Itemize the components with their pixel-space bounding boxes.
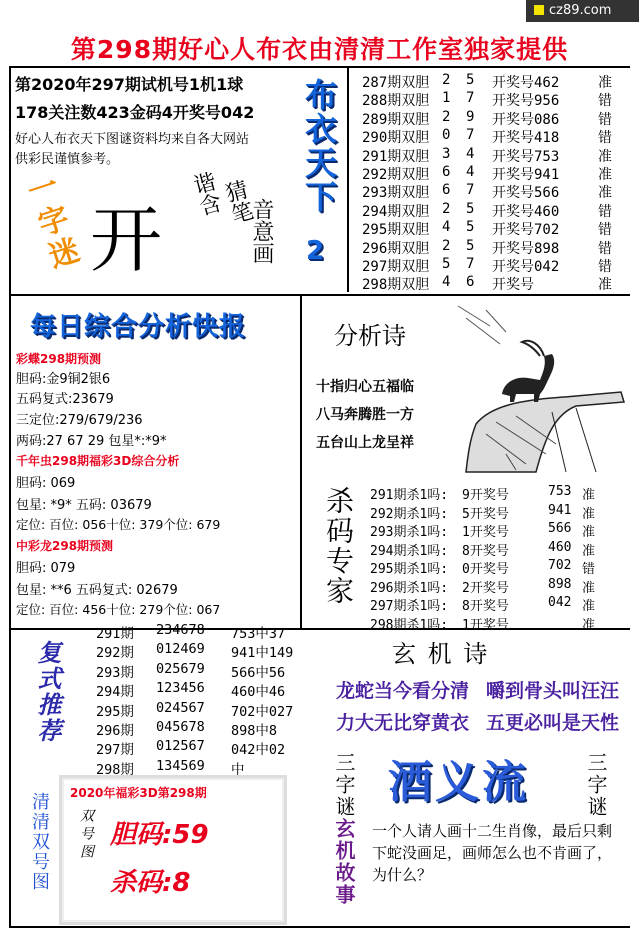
- history-a: 0: [442, 127, 451, 144]
- zhongcai-line-2: 包星: **6 五码复式: 02679: [16, 583, 178, 598]
- frame-top: [9, 66, 630, 68]
- info-line-1: 第2020年297期试机号1机1球: [15, 75, 244, 94]
- kill-kill: 2开奖号: [462, 580, 509, 596]
- compound-row: [96, 680, 311, 699]
- xuanji-poem-title: 玄 机 诗: [392, 640, 490, 668]
- xuanji-story-label: 玄机故事: [332, 818, 356, 906]
- history-result: 开奖号042: [492, 259, 560, 275]
- frame-bottom: [9, 926, 630, 928]
- xuanji-story: 一个人请人画十二生肖像，最后只剩下蛇没画足，画师怎么也不肯画了，为什么？: [372, 822, 613, 884]
- compound-row: [96, 738, 311, 757]
- compound-period: 295期: [96, 703, 134, 720]
- history-result: 开奖号753: [492, 148, 560, 165]
- kill-mark: 准: [582, 543, 596, 559]
- history-b: 5: [466, 237, 475, 254]
- history-b: 7: [466, 90, 475, 107]
- history-mark: 错: [598, 259, 612, 275]
- kill-period: 293期杀1吗:: [370, 525, 449, 540]
- history-b: 5: [466, 219, 475, 236]
- kill-mark: 准: [582, 506, 596, 522]
- divider-mid: [300, 294, 302, 628]
- history-mark: 准: [598, 75, 612, 91]
- riddle-answer: 酒义流: [388, 757, 529, 808]
- history-a: 4: [442, 219, 451, 236]
- history-period: 293期双胆: [362, 185, 430, 202]
- history-period: 296期双胆: [362, 240, 430, 257]
- analysis-poem-line-2: 八马奔腾胜一方: [316, 407, 414, 423]
- history-result: 开奖号418: [492, 130, 560, 147]
- kill-result: 460: [548, 539, 572, 555]
- kill-row: [370, 540, 620, 559]
- kill-row: [370, 614, 620, 633]
- history-b: 9: [466, 108, 475, 125]
- riddle-hint-1: 谐含: [187, 169, 224, 219]
- compound-period: 292期: [96, 645, 134, 662]
- kill-mark: 准: [582, 617, 596, 633]
- qiannian-head: 千年虫298期福彩3D综合分析: [16, 454, 180, 468]
- compound-res: 702中027: [231, 703, 294, 720]
- kill-result: 941: [548, 502, 572, 518]
- kill-period: 296期杀1吗:: [370, 580, 449, 596]
- history-result: 开奖号702: [492, 222, 560, 239]
- three-char-riddle-left: 三字谜: [332, 752, 356, 818]
- kill-result: 702: [548, 558, 572, 573]
- compound-nums: 024567: [156, 699, 205, 716]
- compound-nums: 012567: [156, 738, 205, 755]
- kill-period: 298期杀1吗:: [370, 617, 449, 633]
- history-a: 1: [442, 90, 451, 107]
- history-b: 5: [466, 72, 475, 88]
- qiannian-line-1: 胆码: 069: [16, 476, 76, 491]
- history-b: 7: [466, 127, 475, 144]
- riddle-left-label: 一字迷: [18, 168, 83, 277]
- info-line-2: 178关注数423金码4开奖号042: [15, 103, 255, 122]
- history-a: 4: [442, 274, 451, 291]
- page-title: 第298期好心人布衣由清清工作室独家提供: [70, 35, 569, 64]
- compound-res: 566中56: [231, 664, 286, 681]
- history-b: 4: [466, 164, 475, 180]
- compound-period: 294期: [96, 684, 134, 701]
- history-mark: 错: [598, 222, 612, 239]
- compound-nums: 134569: [156, 757, 205, 774]
- three-char-riddle-right: 三字谜: [584, 752, 608, 818]
- xuanji-line-1b: 嚼到骨头叫汪汪: [486, 680, 620, 702]
- history-b: 5: [466, 200, 475, 217]
- compound-nums: 025679: [156, 660, 205, 677]
- history-result: 开奖号: [492, 277, 534, 294]
- history-mark: 错: [598, 111, 612, 128]
- analysis-poem-title: 分析诗: [334, 322, 406, 350]
- history-row: [362, 274, 622, 296]
- divider-history: [347, 66, 349, 292]
- history-result: 开奖号462: [492, 75, 560, 91]
- kill-kill: 1开奖号: [462, 617, 509, 633]
- history-b: 4: [466, 145, 475, 162]
- history-mark: 准: [598, 185, 612, 202]
- history-mark: 错: [598, 130, 612, 147]
- history-period: 289期双胆: [362, 111, 430, 128]
- kill-mark: 准: [582, 525, 596, 540]
- kill-kill: 9开奖号: [462, 488, 509, 503]
- history-a: 2: [442, 72, 451, 88]
- compound-res: 941中149: [231, 645, 294, 662]
- history-mark: 准: [598, 277, 612, 294]
- history-result: 开奖号086: [492, 111, 560, 128]
- qiannian-line-2: 包星: *9* 五码: 03679: [16, 498, 152, 513]
- kill-period: 295期杀1吗:: [370, 562, 449, 577]
- card-side-label: 双号图: [78, 808, 94, 862]
- compound-row: [96, 758, 311, 777]
- history-period: 297期双胆: [362, 259, 430, 275]
- history-a: 2: [442, 237, 451, 254]
- kill-mark: 准: [582, 599, 596, 614]
- caidie-head: 彩蝶298期预测: [16, 352, 102, 366]
- card-sha: 杀码:8: [110, 868, 191, 898]
- kill-mark: 准: [582, 580, 596, 596]
- card-dan: 胆码:59: [110, 820, 209, 850]
- qingqing-label: 清清双号图: [29, 792, 50, 892]
- kill-row: [370, 577, 620, 596]
- caidie-line-1: 胆码:金9铜2银6: [16, 372, 111, 387]
- kill-period: 292期杀1吗:: [370, 506, 449, 522]
- xuanji-line-2b: 五更必叫是天性: [486, 712, 620, 734]
- history-b: 7: [466, 256, 475, 272]
- history-a: 3: [442, 145, 451, 162]
- kill-row: [370, 558, 620, 577]
- zhongcai-line-3: 定位: 百位: 456十位: 279个位: 067: [16, 602, 221, 617]
- kill-result: 566: [548, 521, 572, 536]
- history-period: 295期双胆: [362, 222, 430, 239]
- info-line-3: 好心人布衣天下图谜资料均来自各大网站: [15, 132, 250, 147]
- history-a: 6: [442, 182, 451, 199]
- compound-nums: 123456: [156, 680, 205, 697]
- compound-period: 297期: [96, 742, 134, 759]
- kill-row: [370, 503, 620, 522]
- history-period: 298期双胆: [362, 277, 430, 294]
- xuanji-line-1a: 龙蛇当今看分清: [336, 680, 470, 702]
- compound-res: 898中8: [231, 723, 278, 739]
- kill-mark: 错: [582, 562, 596, 577]
- brand-text: 布衣天下: [300, 78, 338, 214]
- kill-period: 294期杀1吗:: [370, 543, 449, 559]
- compound-recommend-label: 复式推荐: [33, 640, 61, 744]
- compound-period: 298期: [96, 761, 134, 778]
- compound-row: [96, 661, 311, 680]
- kill-kill: 5开奖号: [462, 506, 509, 522]
- frame-left: [9, 66, 11, 928]
- riddle-hint-2: 猜笔: [219, 177, 256, 227]
- compound-row: [96, 622, 311, 641]
- logo-square-icon: [534, 5, 544, 15]
- history-result: 开奖号956: [492, 93, 560, 110]
- analysis-poem-line-3: 五台山上龙呈祥: [316, 435, 414, 451]
- kill-period: 291期杀1吗:: [370, 488, 449, 503]
- brand-number: 2: [306, 236, 325, 266]
- history-period: 288期双胆: [362, 93, 430, 110]
- history-result: 开奖号460: [492, 203, 560, 220]
- kill-kill: 8开奖号: [462, 599, 509, 614]
- compound-period: 296期: [96, 723, 134, 739]
- history-mark: 错: [598, 240, 612, 257]
- history-period: 290期双胆: [362, 130, 430, 147]
- riddle-hint-3: 音意画: [249, 198, 274, 264]
- compound-res: 中: [231, 761, 245, 778]
- history-result: 开奖号941: [492, 167, 560, 183]
- caidie-line-2: 五码复式:23679: [16, 392, 114, 407]
- history-result: 开奖号566: [492, 185, 560, 202]
- history-mark: 准: [598, 148, 612, 165]
- kill-result: 898: [548, 576, 572, 592]
- history-a: 2: [442, 200, 451, 217]
- compound-nums: 045678: [156, 719, 205, 735]
- history-period: 287期双胆: [362, 75, 430, 91]
- kill-result: 753: [548, 484, 572, 499]
- compound-nums: 012469: [156, 641, 205, 658]
- kill-kill: 0开奖号: [462, 562, 509, 577]
- kill-period: 297期杀1吗:: [370, 599, 449, 614]
- compound-row: [96, 700, 311, 719]
- kill-row: [370, 521, 620, 540]
- goat-on-cliff-illustration: [456, 304, 628, 476]
- history-mark: 错: [598, 203, 612, 220]
- site-badge[interactable]: cz89.com: [526, 0, 639, 22]
- compound-period: 293期: [96, 664, 134, 681]
- kill-kill: 1开奖号: [462, 525, 509, 540]
- compound-res: 042中02: [231, 742, 286, 759]
- riddle-main-char: 开: [90, 198, 163, 282]
- compound-res: 753中37: [231, 626, 286, 642]
- compound-row: [96, 641, 311, 660]
- xuanji-line-2a: 力大无比穿黄衣: [336, 712, 470, 734]
- compound-res: 460中46: [231, 684, 286, 701]
- caidie-line-4: 两码:27 67 29 包星*:*9*: [16, 434, 167, 449]
- compound-row: [96, 719, 311, 738]
- history-a: 6: [442, 164, 451, 180]
- kill-mark: 准: [582, 488, 596, 503]
- double-number-card: [62, 778, 284, 922]
- history-period: 291期双胆: [362, 148, 430, 165]
- card-title: 2020年福彩3D第298期: [70, 786, 207, 800]
- analysis-poem-line-1: 十指归心五福临: [316, 379, 414, 395]
- compound-period: 291期: [96, 626, 134, 642]
- history-mark: 错: [598, 93, 612, 110]
- zhongcai-line-1: 胆码: 079: [16, 561, 76, 576]
- kill-row: [370, 595, 620, 614]
- info-line-4: 供彩民谨慎参考。: [15, 152, 120, 167]
- kill-expert-label: 杀码专家: [322, 486, 355, 606]
- history-mark: 准: [598, 167, 612, 183]
- zhongcai-head: 中彩龙298期预测: [16, 539, 114, 553]
- daily-report-title: 每日综合分析快报: [30, 312, 247, 342]
- kill-result: 042: [548, 595, 572, 610]
- history-result: 开奖号898: [492, 240, 560, 257]
- history-a: 5: [442, 256, 451, 272]
- history-b: 6: [466, 274, 475, 291]
- qiannian-line-3: 定位: 百位: 056十位: 379个位: 679: [16, 517, 221, 532]
- kill-row: [370, 484, 620, 503]
- compound-nums: 234678: [156, 622, 205, 638]
- history-period: 292期双胆: [362, 167, 430, 183]
- history-period: 294期双胆: [362, 203, 430, 220]
- caidie-line-3: 三定位:279/679/236: [16, 413, 143, 428]
- history-b: 7: [466, 182, 475, 199]
- history-a: 2: [442, 108, 451, 125]
- kill-kill: 8开奖号: [462, 543, 509, 559]
